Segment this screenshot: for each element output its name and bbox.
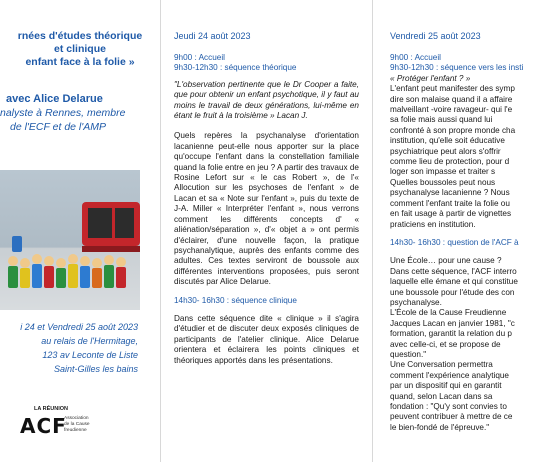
logo-region: LA RÉUNION: [34, 406, 69, 412]
schedule-theory: 9h30-12h30 : séquence théorique: [174, 63, 297, 73]
institutions-paragraph: [390, 84, 534, 230]
acf-question-heading: 14h30- 16h30 : question de l'ACF à: [390, 237, 519, 247]
right-p1-line: confronté à son propre monde cha: [390, 125, 516, 135]
friday-date: Vendredi 25 août 2023: [390, 31, 481, 41]
speaker-block: [0, 92, 160, 134]
logo-association-line-3: freudienne: [64, 428, 87, 433]
right-p1-line: comme lieu de protection, pour d: [390, 157, 510, 167]
middle-panel: [166, 0, 362, 462]
toy-figures-illustration: [0, 170, 140, 310]
event-city: Saint-Gilles les bains: [53, 364, 138, 374]
event-title-line-3: enfant face à la folie »: [25, 56, 135, 68]
speaker-name: avec Alice Delarue: [6, 93, 103, 105]
event-street: 123 av Leconte de Liste: [42, 350, 138, 360]
right-p2-line: par un dispositif qui en garantit: [390, 381, 502, 391]
acf-logo: [20, 406, 100, 446]
right-p1-line: Quelles boussoles peut nous: [390, 177, 496, 187]
divider-right: [372, 0, 373, 462]
right-p1-line: en fait usage à partir de vignettes: [390, 209, 512, 219]
logo-association-line-2: de la Cause: [64, 422, 90, 427]
right-p1-line: loger son impasse et traiter s: [390, 167, 496, 177]
event-info: [0, 320, 138, 376]
toy-figures-photo: [0, 170, 140, 310]
right-p2-line: Une Conversation permettra: [390, 360, 493, 370]
friday-column: [390, 30, 534, 433]
right-p1-line: psychanalyse lacanienne ? Nous: [390, 188, 510, 198]
right-p2-line: une boussole pour l'étude des con: [390, 287, 515, 297]
right-p2-line: formation, garantit la relation du p: [390, 329, 512, 339]
right-p1-line: L'enfant peut manifester des symp: [390, 84, 515, 94]
theory-paragraph: Quels repères la psychanalyse d'orientation lacanienne peut-elle nous apporter sur la place qu'occupe l'enfant dans la constellation familiale quand la folie entre en jeu ? A partir des travaux de Rosine Lefort sur « le cas Robert », de l'« Allocution sur les psychoses de l'enfant » de Lacan et sa « Note sur l'enfant », puis du texte de J-A. Miller « Interpréter l'enfant », nous verrons comment les différents concepts d' « aliénation/séparation », d'« objet a » ont permis d'éclairer, d'une nouvelle façon, la pratique psychanalytique, auprès des enfants comme des adultes. Ces textes serviront de boussole aux différentes interventions proposées, puis seront discutés par Alice Delarue.: [174, 131, 359, 287]
right-p2-line: Dans cette séquence, l'ACF interro: [390, 266, 517, 276]
right-p2-line: psychanalyse.: [390, 297, 442, 307]
right-p1-line: praticiens en institution.: [390, 219, 476, 229]
left-panel: [0, 0, 160, 462]
event-venue: au relais de l'Hermitage,: [41, 336, 138, 346]
divider-left: [160, 0, 161, 462]
right-p2-line: laquelle elle émane et qui constitue: [390, 277, 518, 287]
right-p2-line: peuvent contribuer à mettre de ce: [390, 412, 513, 422]
right-p1-line: psychiatrique peut alors s'offrir: [390, 146, 501, 156]
right-p2-line: quand, selon Lacan dans sa: [390, 391, 493, 401]
right-p2-line: question.": [390, 349, 427, 359]
right-p2-line: Une École… pour une cause ?: [390, 256, 502, 266]
thursday-column: [174, 30, 359, 366]
right-p1-line: comment l'enfant traite la folie ou: [390, 198, 510, 208]
right-p2-line: avec celle-ci, et se propose de: [390, 339, 501, 349]
speaker-role-line-1: nalyste à Rennes, membre: [0, 107, 126, 119]
logo-association: [64, 416, 90, 434]
right-p2-line: L'École de la Cause Freudienne: [390, 308, 507, 318]
right-p2-line: le bien-fondé de l'épreuve.": [390, 422, 490, 432]
clinical-session-heading: 14h30- 16h30 : séquence clinique: [174, 295, 297, 305]
ecole-paragraph: [390, 256, 534, 433]
right-p1-line: sa folie mais aussi quand lui: [390, 115, 493, 125]
lacan-quote: "L'observation pertinente que le Dr Cooper a faite, que pour obtenir un enfant psychotique, il y faut au moins le travail de deux générations, lui-même en étant le fruit à la troisième » Lacan J.: [174, 79, 359, 121]
thursday-date: Jeudi 24 août 2023: [174, 31, 251, 41]
right-p2-line: comment l'expérience analytique: [390, 370, 509, 380]
right-p1-line: institution, qu'elle soit éducative: [390, 136, 505, 146]
friday-schedule-welcome: 9h00 : Accueil: [390, 53, 441, 62]
right-p2-line: Jacques Lacan en janvier 1981, "c: [390, 318, 515, 328]
event-title: [0, 30, 160, 69]
schedule-welcome: 9h00 : Accueil: [174, 53, 225, 62]
event-dates: i 24 et Vendredi 25 août 2023: [20, 322, 138, 332]
logo-acronym: ACF: [20, 414, 67, 438]
event-title-line-2: et clinique: [54, 43, 106, 55]
protect-child-quote: « Protéger l'enfant ? »: [390, 73, 471, 83]
event-title-line-1: rnées d'études théorique: [17, 30, 143, 42]
friday-schedule-institutions: 9h30-12h30 : séquence vers les insti: [390, 63, 524, 73]
right-p1-line: malveillant -voire ravageur- qui l'e: [390, 105, 513, 115]
clinical-paragraph: Dans cette séquence dite « clinique » il s'agira d'étudier et de discuter deux exposés cliniques de participants de l'atelier clinique. Alice Delarue orientera et éclairera les points cliniques et théoriques apportés dans les présentations.: [174, 313, 359, 365]
right-panel: [380, 0, 534, 462]
logo-association-line-1: Association: [64, 416, 89, 421]
right-p2-line: fondation : "Qu'y sont convies to: [390, 402, 507, 411]
speaker-role-line-2: de l'ECF et de l'AMP: [10, 121, 107, 133]
right-p1-line: dire son malaise quand il a affaire: [390, 94, 513, 104]
